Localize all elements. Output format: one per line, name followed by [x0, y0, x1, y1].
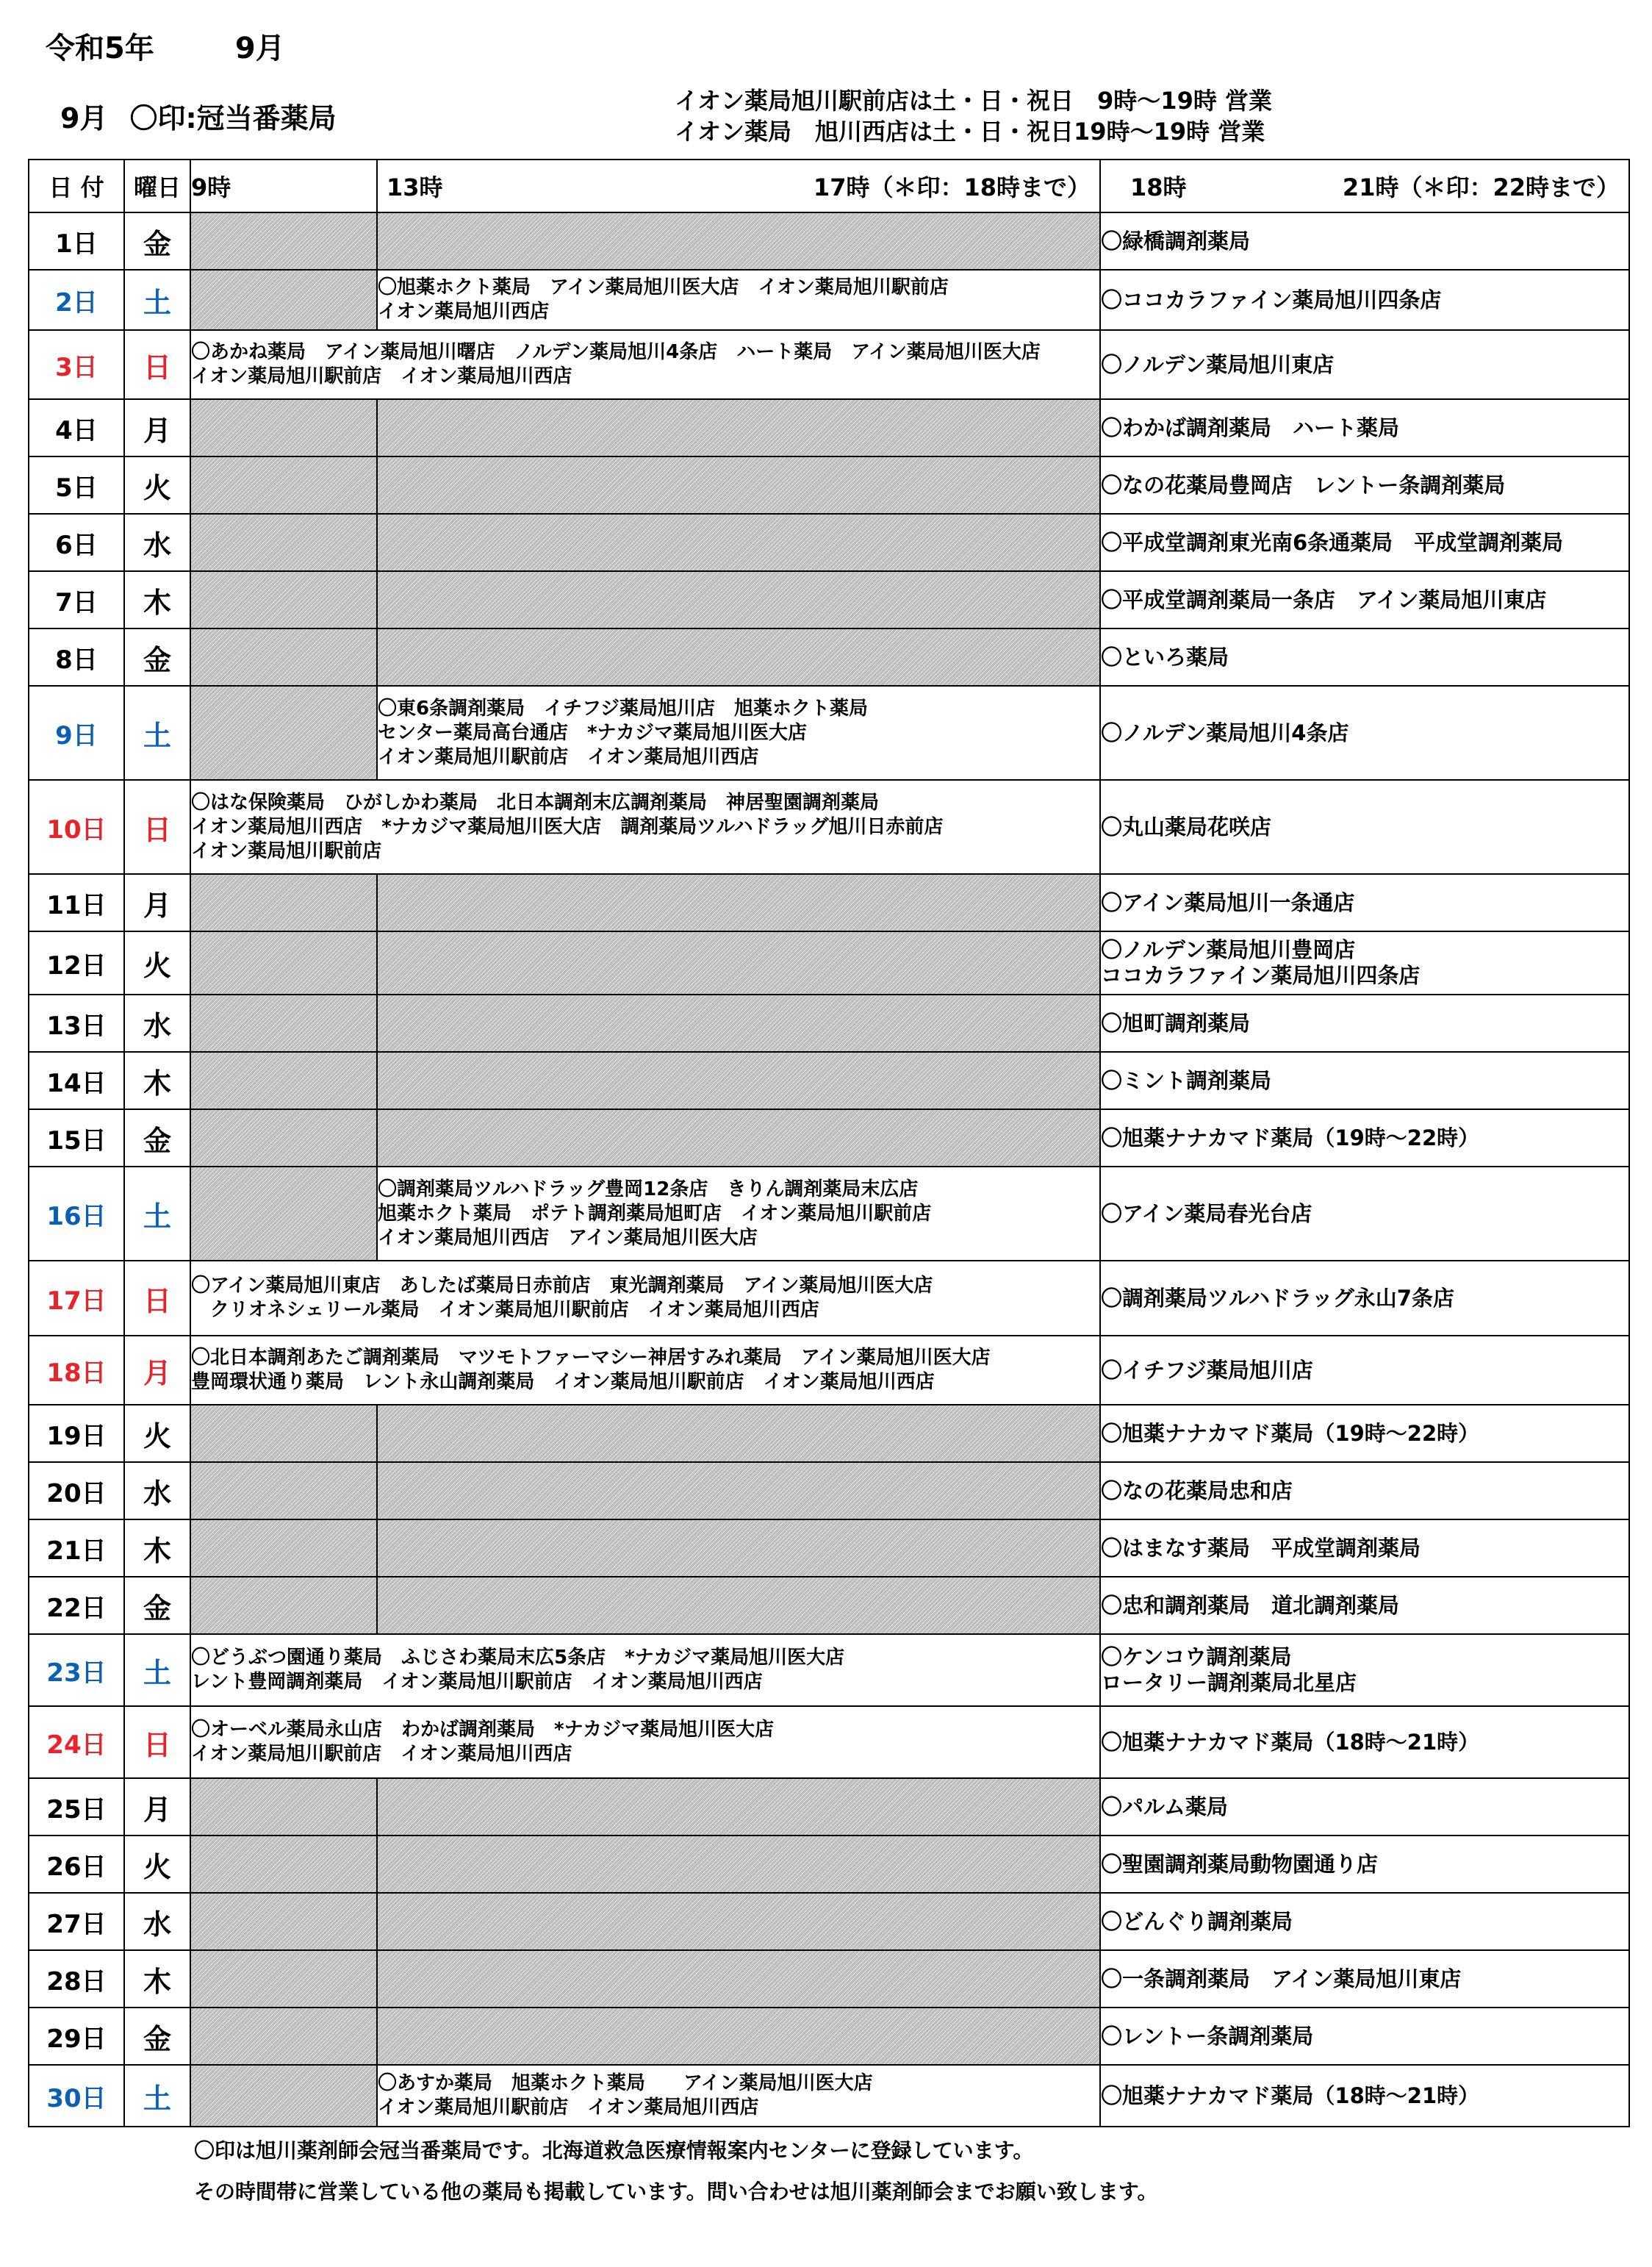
closed-slot: [190, 212, 377, 270]
table-row: [29, 995, 1629, 1052]
table-row: [29, 2065, 1629, 2127]
afternoon-pharmacies: 〇調剤薬局ツルハドラッグ豊岡12条店 きりん調剤薬局末広店 旭薬ホクト薬局 ポテト調剤薬局旭町店 イオン薬局旭川駅前店 イオン薬局旭川西店 アイン薬局旭川医大店: [377, 1167, 1100, 1261]
row-weekday: 土: [124, 2065, 190, 2127]
closed-slot: [377, 1836, 1100, 1893]
closed-slot: [377, 1519, 1100, 1577]
header-9: 9時: [190, 160, 377, 212]
row-weekday: 土: [124, 686, 190, 780]
evening-pharmacies: 〇旭薬ナナカマド薬局（18時～21時）: [1100, 2065, 1629, 2127]
row-weekday: 金: [124, 1109, 190, 1167]
row-date: 28日: [29, 1950, 124, 2008]
table-row: [29, 780, 1629, 874]
closed-slot: [190, 874, 377, 931]
table-row: [29, 1950, 1629, 2008]
evening-pharmacies: 〇レントー条調剤薬局: [1100, 2008, 1629, 2065]
row-date: 1日: [29, 212, 124, 270]
table-row: [29, 874, 1629, 931]
row-weekday: 月: [124, 874, 190, 931]
closed-slot: [190, 2065, 377, 2127]
closed-slot: [190, 1519, 377, 1577]
closed-slot: [190, 1167, 377, 1261]
table-header-row: [29, 160, 1629, 212]
footer-note: 〇印は旭川薬剤師会冠当番薬局です。北海道救急医療情報案内センターに登録しています。: [194, 2138, 1034, 2163]
header-13-17: [377, 160, 1100, 212]
table-row: [29, 2008, 1629, 2065]
row-date: 10日: [29, 780, 124, 874]
row-weekday: 水: [124, 514, 190, 571]
table-row: [29, 270, 1629, 330]
closed-slot: [190, 1405, 377, 1462]
row-date: 19日: [29, 1405, 124, 1462]
header-date: 日 付: [29, 160, 124, 212]
header-13: 13時: [387, 173, 443, 201]
row-date: 14日: [29, 1052, 124, 1109]
closed-slot: [190, 1109, 377, 1167]
table-row: [29, 212, 1629, 270]
closed-slot: [377, 1462, 1100, 1519]
row-date: 22日: [29, 1577, 124, 1634]
legend-label: 〇印:冠当番薬局: [129, 102, 337, 135]
closed-slot: [377, 212, 1100, 270]
closed-slot: [377, 1405, 1100, 1462]
closed-slot: [190, 931, 377, 995]
row-date: 24日: [29, 1706, 124, 1778]
table-row: [29, 931, 1629, 995]
row-date: 20日: [29, 1462, 124, 1519]
header-17: 17時（＊印：18時まで）: [813, 173, 1091, 201]
table-row: [29, 1109, 1629, 1167]
row-weekday: 月: [124, 1336, 190, 1405]
evening-pharmacies: 〇ココカラファイン薬局旭川四条店: [1100, 270, 1629, 330]
row-weekday: 木: [124, 571, 190, 628]
row-date: 29日: [29, 2008, 124, 2065]
table-row: [29, 514, 1629, 571]
row-date: 30日: [29, 2065, 124, 2127]
schedule-body: [29, 212, 1629, 2127]
notice-line: イオン薬局旭川駅前店は土・日・祝日 9時～19時 営業: [675, 87, 1272, 115]
table-row: [29, 1405, 1629, 1462]
evening-pharmacies: 〇一条調剤薬局 アイン薬局旭川東店: [1100, 1950, 1629, 2008]
closed-slot: [190, 995, 377, 1052]
row-date: 13日: [29, 995, 124, 1052]
row-date: 6日: [29, 514, 124, 571]
closed-slot: [377, 1893, 1100, 1950]
daytime-pharmacies: 〇北日本調剤あたご調剤薬局 マツモトファーマシー神居すみれ薬局 アイン薬局旭川医大店 豊岡環状通り薬局 レント永山調剤薬局 イオン薬局旭川駅前店 イオン薬局旭川西店: [190, 1336, 1100, 1405]
closed-slot: [377, 874, 1100, 931]
row-weekday: 木: [124, 1950, 190, 2008]
table-row: [29, 1634, 1629, 1706]
row-weekday: 水: [124, 1893, 190, 1950]
evening-pharmacies: 〇なの花薬局豊岡店 レントー条調剤薬局: [1100, 456, 1629, 514]
evening-pharmacies: 〇旭町調剤薬局: [1100, 995, 1629, 1052]
table-row: [29, 1706, 1629, 1778]
title-month: 9月: [234, 32, 285, 65]
closed-slot: [190, 628, 377, 686]
row-weekday: 火: [124, 931, 190, 995]
evening-pharmacies: 〇イチフジ薬局旭川店: [1100, 1336, 1629, 1405]
closed-slot: [190, 571, 377, 628]
evening-pharmacies: 〇パルム薬局: [1100, 1778, 1629, 1836]
closed-slot: [190, 1893, 377, 1950]
header-21: 21時（＊印：22時まで）: [1342, 173, 1620, 201]
closed-slot: [377, 514, 1100, 571]
evening-pharmacies: 〇ミント調剤薬局: [1100, 1052, 1629, 1109]
table-row: [29, 1836, 1629, 1893]
row-weekday: 日: [124, 330, 190, 399]
subtitle-month: 9月: [60, 102, 108, 135]
evening-pharmacies: 〇丸山薬局花咲店: [1100, 780, 1629, 874]
row-date: 5日: [29, 456, 124, 514]
header-18-21: [1100, 160, 1629, 212]
daytime-pharmacies: 〇どうぶつ園通り薬局 ふじさわ薬局末広5条店 *ナカジマ薬局旭川医大店 レント豊岡調剤薬局 イオン薬局旭川駅前店 イオン薬局旭川西店: [190, 1634, 1100, 1706]
legend-subtitle: [60, 96, 337, 136]
table-row: [29, 1778, 1629, 1836]
evening-pharmacies: 〇ノルデン薬局旭川豊岡店 ココカラファイン薬局旭川四条店: [1100, 931, 1629, 995]
row-date: 27日: [29, 1893, 124, 1950]
row-date: 15日: [29, 1109, 124, 1167]
closed-slot: [190, 2008, 377, 2065]
row-date: 25日: [29, 1778, 124, 1836]
closed-slot: [377, 1052, 1100, 1109]
closed-slot: [377, 399, 1100, 456]
row-weekday: 金: [124, 212, 190, 270]
row-date: 17日: [29, 1261, 124, 1336]
table-row: [29, 1167, 1629, 1261]
evening-pharmacies: 〇調剤薬局ツルハドラッグ永山7条店: [1100, 1261, 1629, 1336]
daytime-pharmacies: 〇あかね薬局 アイン薬局旭川曙店 ノルデン薬局旭川4条店 ハート薬局 アイン薬局旭川医大店 イオン薬局旭川駅前店 イオン薬局旭川西店: [190, 330, 1100, 399]
row-weekday: 土: [124, 1634, 190, 1706]
closed-slot: [377, 1778, 1100, 1836]
row-date: 16日: [29, 1167, 124, 1261]
row-date: 21日: [29, 1519, 124, 1577]
closed-slot: [190, 1950, 377, 2008]
footer-note: その時間帯に営業している他の薬局も掲載しています。問い合わせは旭川薬剤師会までお願い致します。: [194, 2180, 1158, 2204]
row-weekday: 月: [124, 1778, 190, 1836]
afternoon-pharmacies: 〇旭薬ホクト薬局 アイン薬局旭川医大店 イオン薬局旭川駅前店 イオン薬局旭川西店: [377, 270, 1100, 330]
table-row: [29, 1336, 1629, 1405]
row-date: 7日: [29, 571, 124, 628]
closed-slot: [377, 931, 1100, 995]
evening-pharmacies: 〇旭薬ナナカマド薬局（18時～21時）: [1100, 1706, 1629, 1778]
row-date: 3日: [29, 330, 124, 399]
evening-pharmacies: 〇旭薬ナナカマド薬局（19時～22時）: [1100, 1109, 1629, 1167]
afternoon-pharmacies: 〇あすか薬局 旭薬ホクト薬局 アイン薬局旭川医大店 イオン薬局旭川駅前店 イオン薬局旭川西店: [377, 2065, 1100, 2127]
row-weekday: 木: [124, 1519, 190, 1577]
closed-slot: [377, 995, 1100, 1052]
evening-pharmacies: 〇旭薬ナナカマド薬局（19時～22時）: [1100, 1405, 1629, 1462]
row-weekday: 金: [124, 628, 190, 686]
evening-pharmacies: 〇アイン薬局春光台店: [1100, 1167, 1629, 1261]
row-weekday: 火: [124, 456, 190, 514]
row-weekday: 日: [124, 780, 190, 874]
row-weekday: 水: [124, 1462, 190, 1519]
row-weekday: 月: [124, 399, 190, 456]
closed-slot: [377, 1577, 1100, 1634]
table-row: [29, 399, 1629, 456]
row-weekday: 水: [124, 995, 190, 1052]
notice-line: イオン薬局 旭川西店は土・日・祝日19時～19時 営業: [675, 118, 1265, 146]
row-date: 18日: [29, 1336, 124, 1405]
evening-pharmacies: 〇ノルデン薬局旭川東店: [1100, 330, 1629, 399]
row-weekday: 火: [124, 1405, 190, 1462]
table-row: [29, 1261, 1629, 1336]
row-weekday: 土: [124, 1167, 190, 1261]
table-row: [29, 1052, 1629, 1109]
closed-slot: [377, 571, 1100, 628]
evening-pharmacies: 〇なの花薬局忠和店: [1100, 1462, 1629, 1519]
hours-notice: [675, 85, 1272, 147]
table-row: [29, 330, 1629, 399]
table-row: [29, 1577, 1629, 1634]
daytime-pharmacies: 〇オーベル薬局永山店 わかば調剤薬局 *ナカジマ薬局旭川医大店 イオン薬局旭川駅前店 イオン薬局旭川西店: [190, 1706, 1100, 1778]
row-date: 12日: [29, 931, 124, 995]
row-date: 8日: [29, 628, 124, 686]
closed-slot: [190, 1778, 377, 1836]
closed-slot: [377, 628, 1100, 686]
row-date: 23日: [29, 1634, 124, 1706]
header-dow: 曜日: [124, 160, 190, 212]
closed-slot: [190, 686, 377, 780]
closed-slot: [190, 399, 377, 456]
evening-pharmacies: 〇どんぐり調剤薬局: [1100, 1893, 1629, 1950]
header-18: 18時: [1130, 173, 1187, 201]
table-row: [29, 1462, 1629, 1519]
closed-slot: [377, 456, 1100, 514]
evening-pharmacies: 〇忠和調剤薬局 道北調剤薬局: [1100, 1577, 1629, 1634]
evening-pharmacies: 〇わかば調剤薬局 ハート薬局: [1100, 399, 1629, 456]
row-weekday: 金: [124, 1577, 190, 1634]
closed-slot: [190, 514, 377, 571]
closed-slot: [190, 1462, 377, 1519]
row-weekday: 金: [124, 2008, 190, 2065]
closed-slot: [377, 2008, 1100, 2065]
evening-pharmacies: 〇アイン薬局旭川一条通店: [1100, 874, 1629, 931]
evening-pharmacies: 〇はまなす薬局 平成堂調剤薬局: [1100, 1519, 1629, 1577]
row-date: 2日: [29, 270, 124, 330]
row-weekday: 日: [124, 1706, 190, 1778]
table-row: [29, 456, 1629, 514]
afternoon-pharmacies: 〇東6条調剤薬局 イチフジ薬局旭川店 旭薬ホクト薬局 センター薬局高台通店 *ナカジマ薬局旭川医大店 イオン薬局旭川駅前店 イオン薬局旭川西店: [377, 686, 1100, 780]
row-date: 26日: [29, 1836, 124, 1893]
evening-pharmacies: 〇ノルデン薬局旭川4条店: [1100, 686, 1629, 780]
daytime-pharmacies: 〇はな保険薬局 ひがしかわ薬局 北日本調剤末広調剤薬局 神居聖園調剤薬局 イオン薬局旭川西店 *ナカジマ薬局旭川医大店 調剤薬局ツルハドラッグ旭川日赤前店 イオン薬局旭川駅前店: [190, 780, 1100, 874]
page-title: [46, 25, 285, 67]
row-weekday: 土: [124, 270, 190, 330]
closed-slot: [190, 270, 377, 330]
table-row: [29, 686, 1629, 780]
closed-slot: [377, 1950, 1100, 2008]
evening-pharmacies: 〇平成堂調剤東光南6条通薬局 平成堂調剤薬局: [1100, 514, 1629, 571]
row-date: 9日: [29, 686, 124, 780]
table-row: [29, 571, 1629, 628]
evening-pharmacies: 〇聖園調剤薬局動物園通り店: [1100, 1836, 1629, 1893]
duty-schedule-table: [28, 159, 1630, 2127]
evening-pharmacies: 〇緑橋調剤薬局: [1100, 212, 1629, 270]
evening-pharmacies: 〇平成堂調剤薬局一条店 アイン薬局旭川東店: [1100, 571, 1629, 628]
closed-slot: [190, 1577, 377, 1634]
closed-slot: [190, 1836, 377, 1893]
row-weekday: 日: [124, 1261, 190, 1336]
row-date: 4日: [29, 399, 124, 456]
evening-pharmacies: 〇といろ薬局: [1100, 628, 1629, 686]
evening-pharmacies: 〇ケンコウ調剤薬局 ロータリー調剤薬局北星店: [1100, 1634, 1629, 1706]
closed-slot: [190, 456, 377, 514]
row-weekday: 火: [124, 1836, 190, 1893]
row-date: 11日: [29, 874, 124, 931]
daytime-pharmacies: 〇アイン薬局旭川東店 あしたば薬局日赤前店 東光調剤薬局 アイン薬局旭川医大店 クリオネシェリール薬局 イオン薬局旭川駅前店 イオン薬局旭川西店: [190, 1261, 1100, 1336]
closed-slot: [377, 1109, 1100, 1167]
row-weekday: 木: [124, 1052, 190, 1109]
table-row: [29, 628, 1629, 686]
closed-slot: [190, 1052, 377, 1109]
era-year: 令和5年: [46, 32, 154, 65]
table-row: [29, 1519, 1629, 1577]
table-row: [29, 1893, 1629, 1950]
